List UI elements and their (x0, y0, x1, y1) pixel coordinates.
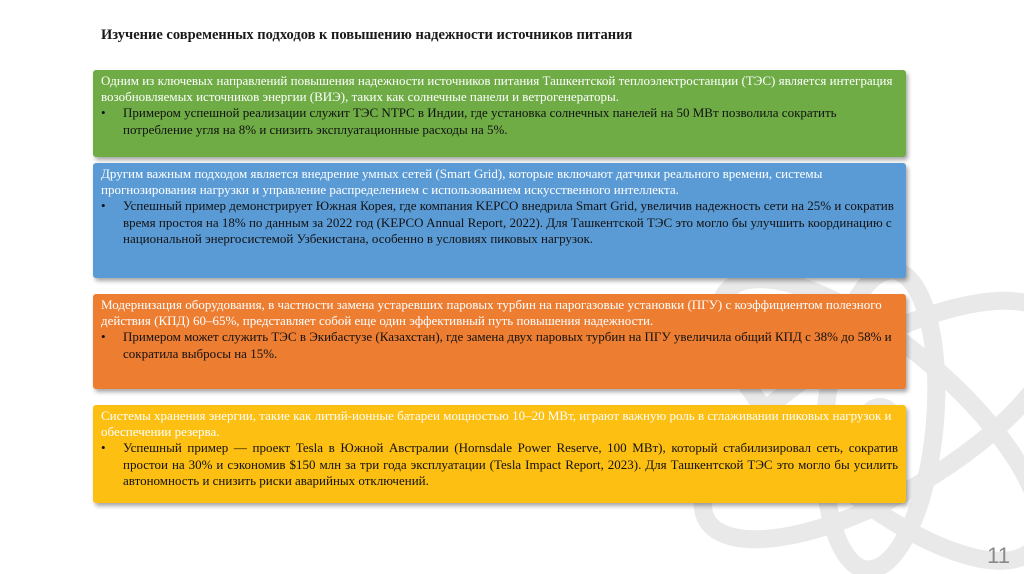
content-block-modernization (93, 294, 906, 389)
bullet-text: Примером может служить ТЭС в Экибастузе (Казахстан), где замена двух паровых турбин на ПГУ увеличила общий КПД с 38% до 58% и сократила выбросы на 15%. (123, 329, 892, 361)
bullet-glyph: • (101, 329, 106, 345)
bullet-item (101, 198, 898, 247)
bullet-text: Успешный пример — проект Tesla в Южной Австралии (Hornsdale Power Reserve, 100 МВт), который стабилизировал сеть, сократив простои на 30% и сэкономив $150 млн за три года эксплуатации (Tesla Impact Report, 2023). Для Ташкентской ТЭС это могло бы усилить автономность и снизить риски аварийных отключений. (123, 440, 898, 488)
content-block-renewables (93, 70, 906, 157)
block-intro: Одним из ключевых направлений повышения надежности источников питания Ташкентской теплоэлектростанции (ТЭС) является интеграция возобновляемых источников энергии (ВИЭ), таких как солнечные панели и ветрогенераторы. (101, 73, 893, 105)
page-number: 11 (987, 543, 1010, 568)
content-block-smart-grid (93, 163, 906, 278)
bullet-text: Примером успешной реализации служит ТЭС NTPC в Индии, где установка солнечных панелей на 50 МВт позволила сократить потребление угля на 8% и снизить эксплуатационные расходы на 5%. (123, 105, 837, 137)
block-intro: Другим важным подходом является внедрение умных сетей (Smart Grid), которые включают датчики реального времени, системы прогнозирования нагрузки и управление распределением с использованием искусственного интеллекта. (101, 166, 823, 198)
bullet-glyph: • (101, 198, 106, 214)
block-intro: Системы хранения энергии, такие как литий-ионные батареи мощностью 10–20 МВт, играют важную роль в сглаживании пиковых нагрузок и обеспечении резерва. (101, 408, 892, 440)
bullet-glyph: • (101, 440, 106, 456)
bullet-item (101, 329, 898, 361)
content-block-energy-storage (93, 405, 906, 503)
block-intro: Модернизация оборудования, в частности замена устаревших паровых турбин на парогазовые установки (ПГУ) с коэффициентом полезного действия (КПД) 60–65%, представляет собой еще один эффективный путь повышения надежности. (101, 297, 882, 329)
bullet-item (101, 440, 898, 489)
bullet-item (101, 105, 898, 137)
bullet-glyph: • (101, 105, 106, 121)
slide-title: Изучение современных подходов к повышению надежности источников питания (101, 27, 633, 43)
bullet-text: Успешный пример демонстрирует Южная Корея, где компания KEPCO внедрила Smart Grid, увеличив надежность сети на 25% и сократив время простоя на 18% по данным за 2022 год (KEPCO Annual Report, 2022). Для Ташкентской ТЭС это могло бы улучшить координацию с национальной энергосистемой Узбекистана, особенно в условиях пиковых нагрузок. (123, 198, 894, 246)
